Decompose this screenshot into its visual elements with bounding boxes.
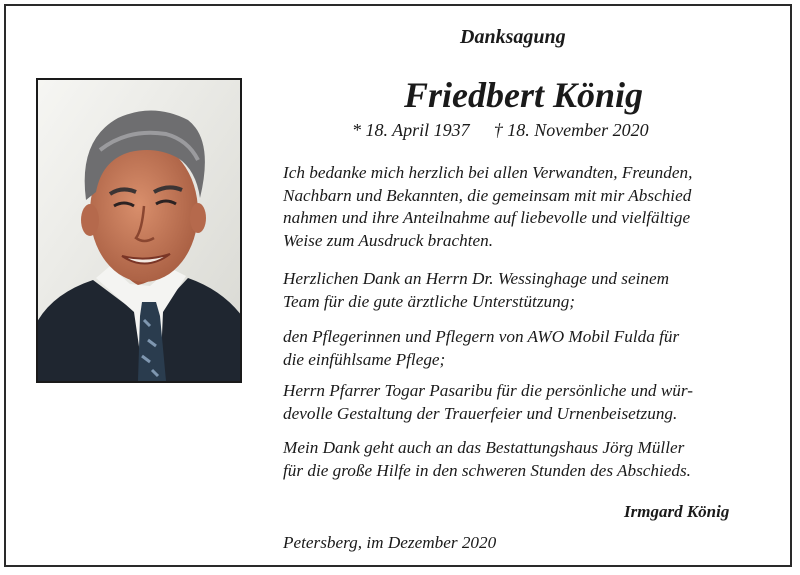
thanks-paragraph-4	[283, 380, 783, 425]
paragraph-line: Team für die gute ärztliche Unterstützung;	[283, 291, 576, 311]
portrait-photo	[36, 78, 242, 383]
paragraph-line: nahmen und ihre Anteilnahme auf liebevolle und vielfältige	[283, 208, 691, 228]
paragraph-line: Weise zum Ausdruck brachten.	[283, 230, 494, 250]
paragraph-line: Herzlichen Dank an Herrn Dr. Wessinghage und seinem	[283, 269, 670, 288]
signature: Irmgard König	[624, 502, 730, 521]
place-date: Petersberg, im Dezember 2020	[283, 533, 497, 552]
paragraph-line: Nachbarn und Bekannten, die gemeinsam mit mir Abschied	[283, 185, 692, 205]
paragraph-line: devolle Gestaltung der Trauerfeier und Urnenbeisetzung.	[283, 403, 678, 423]
thanks-paragraph-5	[283, 437, 783, 482]
life-dates	[352, 120, 649, 141]
paragraph-line: den Pflegerinnen und Pflegern von AWO Mobil Fulda für	[283, 327, 680, 346]
death-date: † 18. November 2020	[493, 120, 649, 140]
paragraph-line: für die große Hilfe in den schweren Stunden des Abschieds.	[283, 460, 691, 480]
portrait-illustration	[38, 80, 240, 381]
paragraph-line: Mein Dank geht auch an das Bestattungshaus Jörg Müller	[283, 438, 685, 457]
paragraph-line: Ich bedanke mich herzlich bei allen Verwandten, Freunden,	[283, 163, 693, 182]
thanks-paragraph-1	[283, 162, 783, 252]
paragraph-line: die einfühlsame Pflege;	[283, 349, 446, 369]
birth-date: * 18. April 1937	[352, 120, 470, 140]
notice-heading: Danksagung	[460, 26, 566, 48]
deceased-name: Friedbert König	[404, 75, 644, 115]
paragraph-line: Herrn Pfarrer Togar Pasaribu für die persönliche und wür-	[283, 381, 693, 400]
thanks-paragraph-2	[283, 268, 783, 313]
thanks-paragraph-3	[283, 326, 783, 371]
